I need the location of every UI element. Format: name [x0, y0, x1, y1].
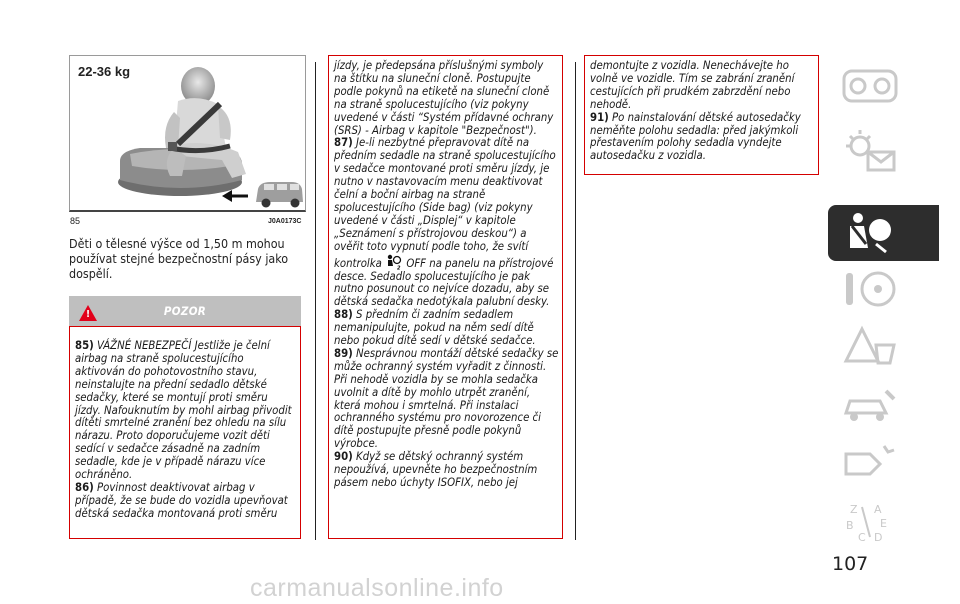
figure-title: 22-36 kg	[78, 64, 131, 79]
page-number: 107	[832, 553, 869, 575]
column-divider	[575, 62, 576, 540]
index-letter: B	[846, 519, 854, 532]
nav-starting-driving[interactable]	[828, 262, 939, 318]
nav-warning-lights[interactable]	[828, 123, 939, 179]
seatbelt-airbag-icon	[842, 208, 902, 258]
warning-item-86	[75, 482, 296, 521]
figure-caption-code: J0A0173C	[268, 218, 302, 225]
nav-index[interactable]	[828, 494, 939, 550]
nav-maintenance[interactable]	[828, 380, 939, 436]
intro-paragraph: Děti o tělesné výšce od 1,50 m mohou používat stejné bezpečnostní pásy jako dospělí.	[69, 236, 289, 281]
airbag-off-warning-light-icon	[385, 254, 403, 270]
index-letter: C	[858, 531, 866, 544]
figure-caption-number: 85	[70, 216, 81, 226]
index-letter: Z	[850, 503, 858, 516]
continued-text: jízdy, je předepsána příslušnými symboly na štítku na sluneční cloně. Postupujte podle pokynů na etiketě na sluneční cloně na straně spolucestujícího (viz pokyny uvedené v části “Systém přídavné ochrany (SRS) - Airbag v kapitole "Bezpečnost").	[334, 59, 554, 137]
maintenance-car-icon	[840, 383, 900, 433]
warning-lights-message-icon	[840, 126, 900, 176]
technical-data-icon	[840, 440, 900, 490]
dashboard-car-icon	[840, 63, 900, 113]
nav-safety[interactable]	[828, 205, 939, 261]
nav-dashboard[interactable]	[828, 60, 939, 116]
warning-item-text: Nesprávnou montáží dětské sedačky se může ochranný systém vyřadit z činnosti. Při nehodě vozidla by se mohla sedačka uvolnit a dítě by mohlo utrpět zranění, která mohou i smrtelná. Při instalaci ochranného systému pro novorozence či dítě postupujte přesně podle pokynů výrobce.	[334, 346, 559, 451]
warning-item-number: 87)	[334, 136, 353, 150]
column-divider	[315, 62, 316, 540]
warning-item-88	[334, 309, 559, 348]
watermark: carmanualsonline.info	[250, 574, 504, 602]
warning-item-text: VÁŽNÉ NEBEZPEČÍ Jestliže je čelní airbag na straně spolucestujícího aktivován do pohotovostního stavu, neinstalujte na přední sedadlo dětské sedačky, které se montují proti směru jízdy. Nafouknutím by mohl airbag přivodit dítěti smrtelné zranění bez ohledu na sílu nárazu. Proto doporučujeme vozit děti sedící v sedačce zásadně na zadním sedadle, kde je v případě nárazu více ochráněno.	[75, 339, 292, 482]
warning-item-number: 90)	[334, 450, 353, 464]
index-letter: D	[874, 531, 883, 544]
warning-item-89	[334, 348, 559, 451]
warning-triangle-icon: !	[79, 305, 97, 321]
nav-emergency[interactable]	[828, 320, 939, 376]
emergency-triangle-icon	[840, 323, 900, 373]
warning-item-90	[334, 451, 559, 490]
warning-item-85	[75, 340, 296, 482]
warning-item-87	[334, 137, 559, 309]
nav-technical-data[interactable]	[828, 437, 939, 493]
index-letter: E	[880, 517, 887, 530]
continued-text: demontujte z vozidla. Nenechávejte ho volně ve vozidle. Tím se zabrání zranění cestujících při prudkém zabrzdění nebo nehodě.	[590, 59, 795, 111]
child-seat-figure	[69, 55, 306, 212]
warning-item-text-continued: OFF na panelu na přístrojové desce. Sedadlo spolucestujícího je pak nutno posunout co nejvíce dozadu, aby se dětská sedačka nedotýkala palubní desky.	[334, 256, 554, 309]
warning-item-number: 88)	[334, 308, 353, 322]
starting-driving-icon	[840, 265, 900, 315]
warning-item-number: 86)	[75, 480, 94, 494]
warning-box-column-3	[584, 55, 819, 175]
warning-box-column-1	[69, 326, 301, 539]
index-letter: A	[874, 503, 882, 516]
warning-item-text: Po nainstalování dětské autosedačky neměňte polohu sedadla: před jakýmkoli přestavením polohy sedadla vyndejte autosedačku z vozidla.	[590, 110, 801, 163]
warning-item-91	[590, 112, 815, 164]
svg-text:2: 2	[397, 265, 401, 270]
warning-item-text: Povinnost deaktivovat airbag v případě, že se bude do vozidla upevňovat dětská sedačka montovaná proti směru	[75, 480, 288, 520]
warning-box-column-2	[328, 55, 563, 539]
index-icon	[840, 497, 900, 547]
warning-item-number: 91)	[590, 110, 609, 124]
warning-header	[69, 296, 301, 326]
warning-title: POZOR	[163, 304, 207, 318]
warning-item-text: Je-li nezbytné přepravovat dítě na předním sedadle na straně spolucestujícího v sedačce montované proti směru jízdy, je nutno v nastavovacím menu deaktivovat čelní a boční airbag na straně spolucestujícího (Side bag) (viz pokyny uvedené v části „Displej“ v kapitole „Seznámení s přístrojovou deskou“) a ověřit toto vypnutí podle toho, že svítí kontrolka	[334, 136, 556, 270]
warning-item-number: 85)	[75, 339, 94, 352]
warning-item-text: S předním či zadním sedadlem nemanipulujte, pokud na něm sedí dítě nebo pokud dítě sedí v dětské sedačce.	[334, 308, 536, 348]
warning-item-text: Když se dětský ochranný systém nepoužívá, upevněte ho bezpečnostním pásem nebo úchyty ISOFIX, nebo jej	[334, 450, 538, 489]
child-booster-seat-illustration	[70, 56, 305, 211]
warning-item-number: 89)	[334, 346, 353, 360]
